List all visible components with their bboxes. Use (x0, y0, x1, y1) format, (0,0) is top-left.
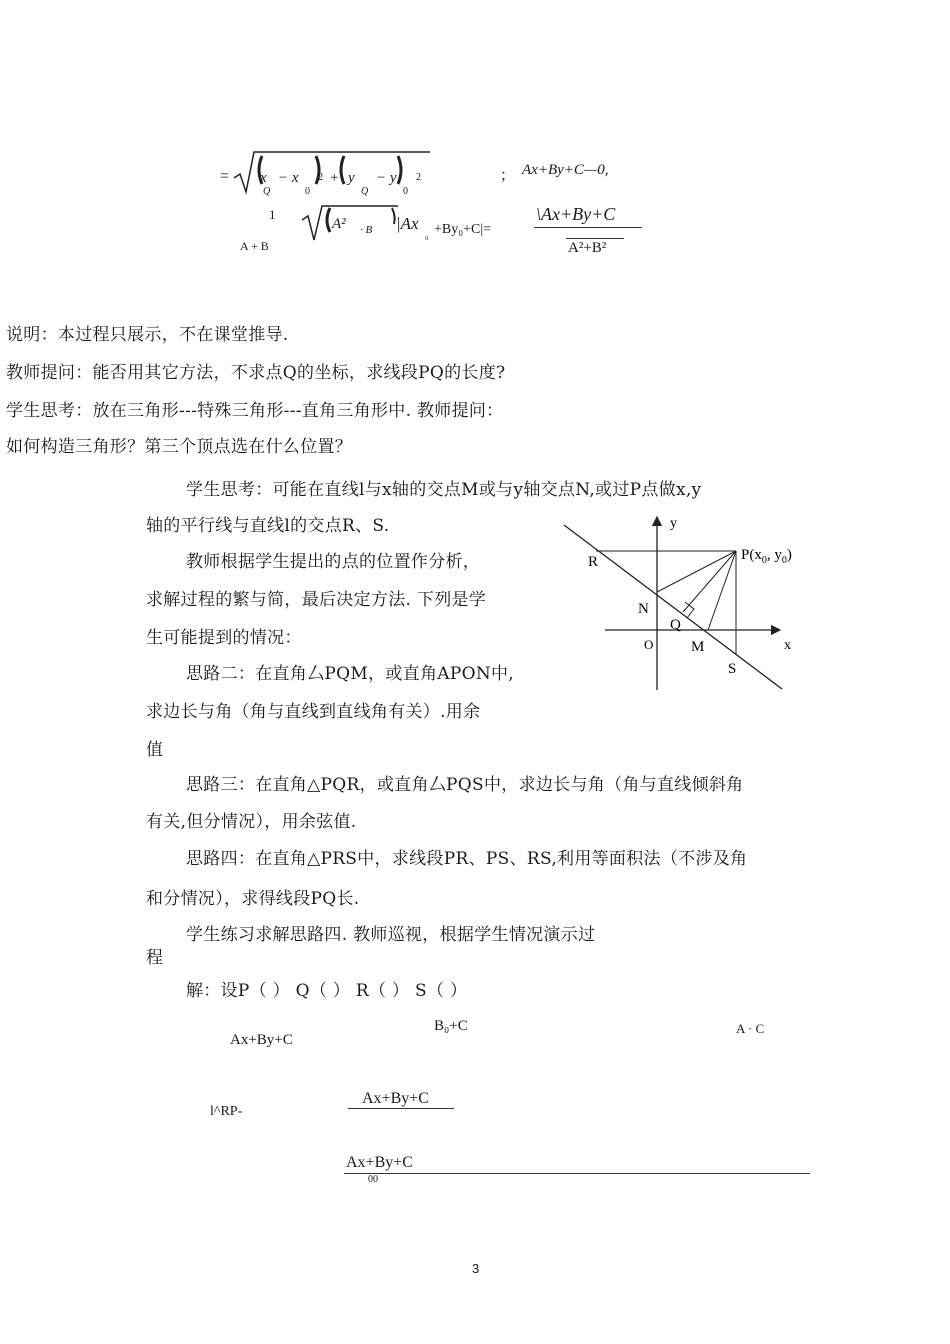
formula-f4: l^RP- (210, 1104, 243, 1119)
formula-f6-num: Ax+By+C (346, 1154, 413, 1171)
row2-cut: A + B (240, 239, 269, 253)
paragraph-parallel: 轴的平行线与直线l的交点R、S. (146, 516, 390, 536)
row2-frac-line (534, 227, 642, 228)
x-q: x (260, 170, 267, 186)
label-s: S (728, 661, 737, 677)
sub-0a: 0 (305, 186, 310, 197)
formula-f6-sub: 00 (368, 1174, 378, 1185)
row2-frac-num: \Ax+By+C (536, 204, 616, 224)
paragraph-idea-2: 思路二：在直角厶PQM，或直角APON中, (186, 664, 515, 684)
sub-0b: 0 (403, 186, 408, 197)
minus-y0: − y (376, 170, 397, 186)
row2-abs: |Ax (396, 214, 419, 233)
paragraph-idea-3: 思路三：在直角△PQR，或直角厶PQS中，求边长与角（角与直线倾斜角 (186, 775, 744, 795)
label-q: Q (670, 617, 681, 633)
label-p: $P(x_0$, $y_0$) (741, 547, 792, 566)
paragraph-note: 说明：本过程只展示，不在课堂推导. (6, 325, 289, 345)
geometry-figure (550, 505, 810, 700)
eq-sign: = (220, 168, 230, 185)
row2-cut-wrap (240, 239, 300, 253)
label-o: O (644, 637, 654, 652)
line-pq (683, 551, 736, 612)
sub-q2: Q (361, 186, 369, 197)
label-m: M (691, 639, 705, 655)
paragraph-solution: 解：设P（ ） Q（ ） R（ ） S（ ） (186, 981, 468, 1001)
sup-2a: 2 (318, 172, 323, 183)
formula-f3-wrap (736, 1021, 786, 1036)
row2-dots: · B (360, 224, 373, 236)
paragraph-student-think-2: 学生思考：可能在直线l与x轴的交点M或与y轴交点N,或过P点做x,y (186, 480, 702, 500)
sqrt-icon-2 (300, 202, 400, 244)
paragraph-solution-wrap (186, 976, 606, 1001)
row2-frac-den: A²+B² (568, 240, 607, 256)
formula-f1: Ax+By+C (230, 1032, 293, 1048)
sup-2b: 2 (416, 172, 421, 183)
paragraph-practice: 学生练习求解思路四. 教师巡视，根据学生情况演示过 (186, 925, 596, 945)
row2-a2: A² (332, 216, 346, 232)
plus-sign: + (330, 170, 339, 186)
paragraph-practice-b: 程 (146, 948, 164, 968)
label-x: x (784, 638, 791, 653)
semicolon: ； (500, 168, 516, 184)
row2-sqrt-bar (566, 238, 624, 239)
formula-f5-line (348, 1108, 454, 1109)
row2-one: 1 (269, 207, 276, 222)
paragraph-analysis: 教师根据学生提出的点的位置作分析， (186, 552, 481, 572)
paragraph-idea-2b: 求边长与角（角与直线到直线角有关）.用余 (146, 702, 481, 722)
formula-f5-num: Ax+By+C (362, 1090, 429, 1107)
paragraph-student-think: 学生思考：放在三角形---特殊三角形---直角三角形中. 教师提问： (6, 401, 504, 421)
label-n: N (638, 601, 649, 617)
row2-sub0: ₀ (425, 230, 429, 241)
line-equation: Ax+By+C—0, (522, 162, 609, 178)
label-r: R (588, 554, 599, 570)
y-q: y (348, 170, 355, 186)
paragraph-cases: 生可能提到的情况： (146, 628, 302, 648)
label-y: y (670, 516, 677, 531)
paragraph-teacher-question: 教师提问：能否用其它方法，不求点Q的坐标，求线段PQ的长度? (6, 363, 506, 383)
paragraph-idea-4: 思路四：在直角△PRS中，求线段PR、PS、RS,利用等面积法（不涉及角 (186, 849, 748, 869)
formula-f2: B₀+C (434, 1018, 468, 1034)
paragraph-method: 求解过程的繁与简，最后决定方法. 下列是学 (146, 590, 487, 610)
paragraph-idea-4b: 和分情况），求得线段PQ长. (146, 889, 360, 909)
minus-x0: − x (278, 170, 299, 186)
row2-rest: +By₀+C|= (434, 222, 492, 237)
sub-q1: Q (263, 186, 271, 197)
paragraph-idea-2c-wrap (146, 735, 176, 760)
paragraph-construct: 如何构造三角形？第三个顶点选在什么位置？ (6, 437, 352, 457)
page-number: 3 (472, 1261, 480, 1276)
paragraph-idea-2c: 值 (146, 740, 164, 760)
formula-f3: A · C (736, 1021, 765, 1036)
formula-f6-line (344, 1173, 810, 1174)
paragraph-idea-3b: 有关,但分情况），用余弦值. (146, 812, 357, 832)
